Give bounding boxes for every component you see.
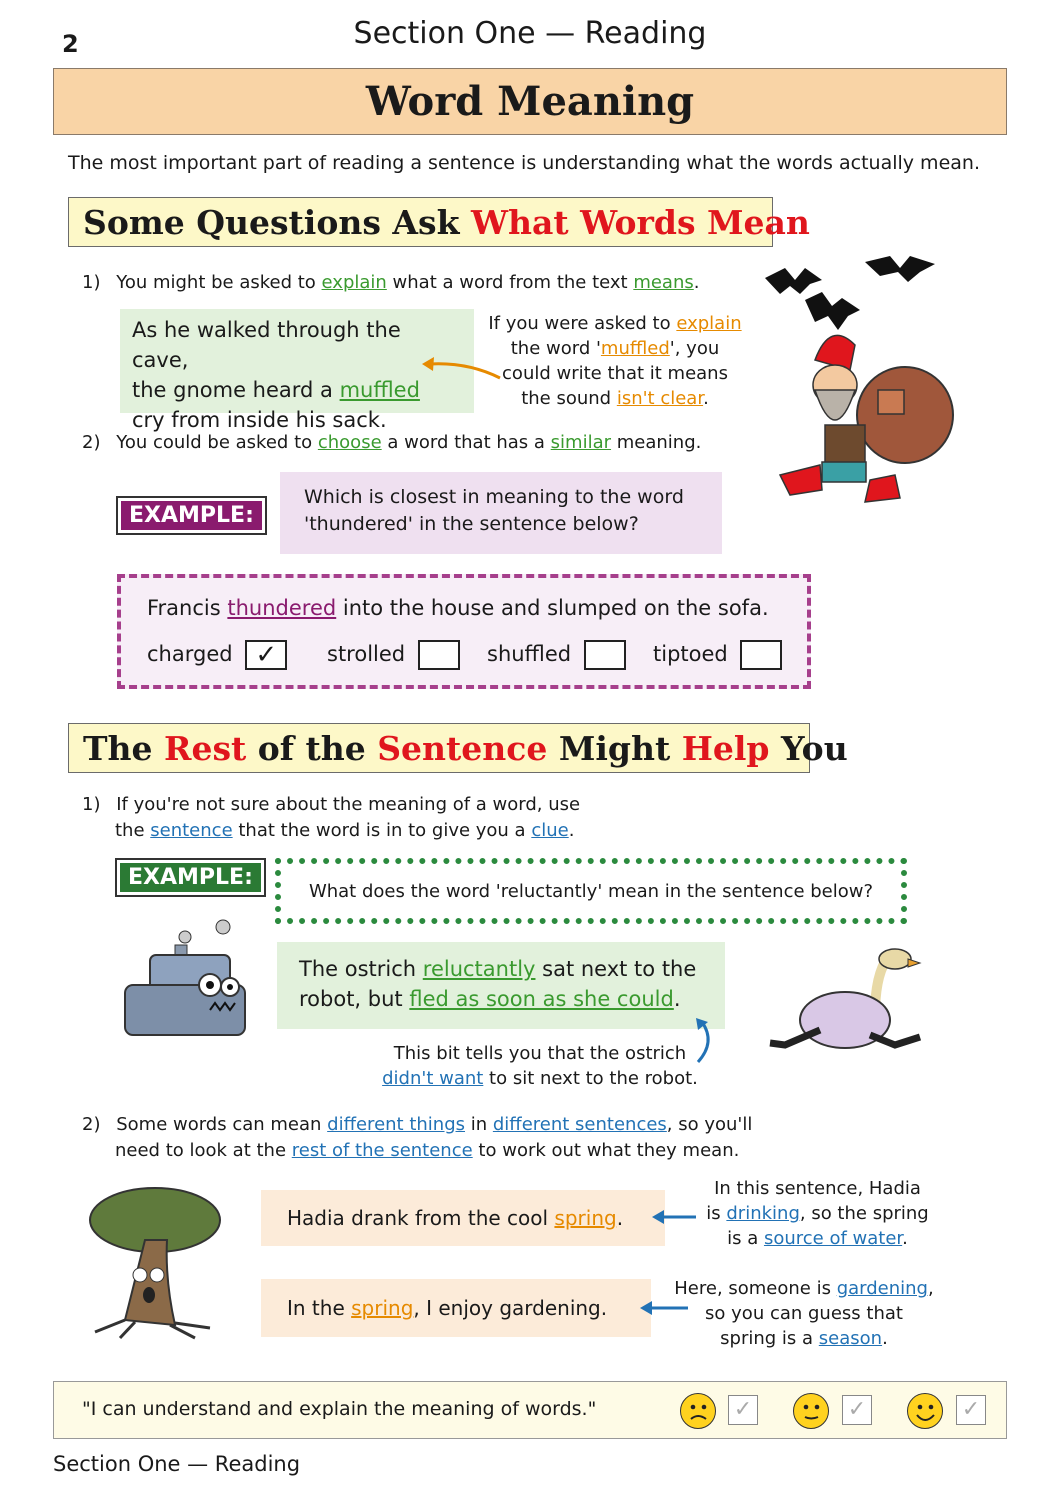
happy-face-icon [907,1393,943,1429]
option-strolled[interactable]: strolled [327,640,460,670]
ostrich-note: This bit tells you that the ostrich didn't want to sit next to the robot. [382,1043,698,1089]
point-number: 1) [82,272,101,293]
quote-line: As he walked through the cave, [132,318,401,372]
robot-illustration [115,915,265,1045]
heading-part-red: What Words Mean [470,202,810,242]
question-box-2: What does the word 'reluctantly' mean in the sentence below? [275,858,907,924]
quote-line: cry from inside his sack. [132,408,387,432]
keyword: explain [321,272,387,293]
point-1b-line2: the sentence that the word is in to give you a clue. [115,820,575,841]
keyword-muffled: muffled [339,378,420,402]
checkbox-charged[interactable]: ✓ [245,640,287,670]
spring-note-2: Here, someone is gardening, so you can guess that spring is a season. [674,1278,934,1349]
option-tiptoed[interactable]: tiptoed [653,640,782,670]
keyword: means [633,272,694,293]
bat-icon [765,268,822,294]
spring-note-1: In this sentence, Hadia is drinking, so the spring is a source of water. [706,1178,929,1249]
checkbox-shuffled[interactable] [584,640,626,670]
ostrich-illustration [760,945,940,1065]
point-2: 2) You could be asked to choose a word that has a similar meaning. [82,432,702,453]
bat-icon [865,256,935,282]
page-number: 2 [62,30,79,58]
point-2b: 2) Some words can mean different things in different sentences, so you'll [82,1114,753,1135]
text: You might be asked to [116,272,322,293]
quote-line: the gnome heard a muffled [132,378,420,402]
question-box: Which is closest in meaning to the word 'thundered' in the sentence below? [280,472,722,554]
spring-example-1: Hadia drank from the cool spring . [261,1190,665,1246]
self-assessment-statement: "I can understand and explain the meaning of words." [82,1398,597,1420]
answer-sentence: Francis thundered into the house and slumped on the sofa. [147,596,769,620]
sad-face-icon [680,1393,716,1429]
spring-example-2: In the spring , I enjoy gardening. [261,1279,651,1337]
checkbox-tiptoed[interactable] [740,640,782,670]
text: . [693,272,700,293]
bat-icon [805,292,860,330]
option-charged[interactable]: charged ✓ [147,640,287,670]
tick-box-2[interactable]: ✓ [842,1395,872,1425]
point-1 [82,270,700,296]
self-assessment-box [53,1381,1007,1439]
heading-part: Some Questions Ask [83,202,471,242]
title-band [53,68,1007,135]
explain-note: If you were asked to explain the word 'muffled', you could write that it means the sound isn't clear. [488,313,742,409]
text: what a word from the text [386,272,634,293]
page-title: Word Meaning [365,78,695,125]
footer-section-label: Section One — Reading [53,1452,301,1476]
ostrich-quote-box: The ostrich reluctantly sat next to the robot, but fled as soon as she could. [277,942,725,1029]
point-1b: 1) If you're not sure about the meaning of a word, use [82,794,581,815]
gnome-illustration [760,250,960,515]
tick-box-1[interactable]: ✓ [728,1395,758,1425]
section-heading-1 [68,197,810,247]
checkbox-strolled[interactable] [418,640,460,670]
example-label: EXAMPLE: [118,498,265,533]
point-2b-line2: need to look at the rest of the sentence to work out what they mean. [115,1140,740,1161]
section-heading-2: The Rest of the Sentence Might Help You [68,723,810,773]
tick-box-3[interactable]: ✓ [956,1395,986,1425]
intro-text: The most important part of reading a sentence is understanding what the words actually mean. [68,152,980,174]
option-shuffled[interactable]: shuffled [487,640,626,670]
neutral-face-icon [793,1393,829,1429]
answer-box [117,574,811,689]
example-label-2: EXAMPLE: [117,860,264,895]
tree-illustration [75,1180,235,1340]
section-header: Section One — Reading [353,16,707,51]
